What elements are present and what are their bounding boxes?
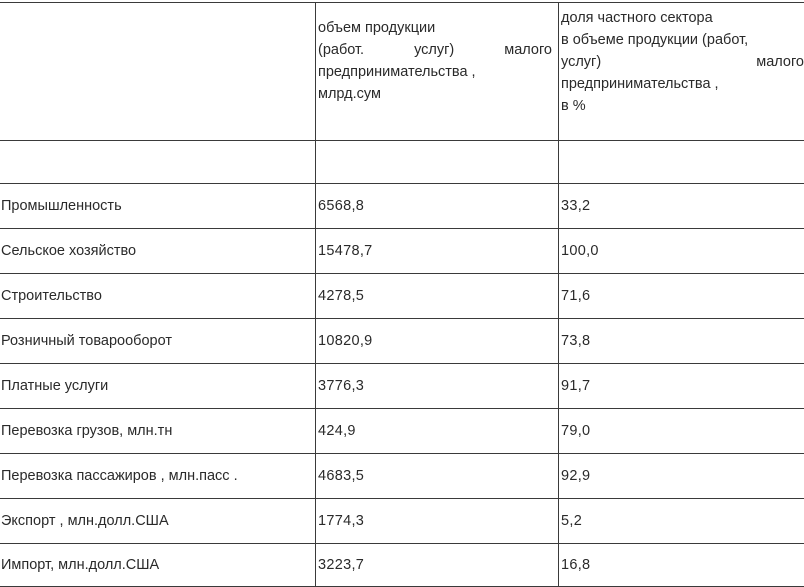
- header-share-line-5: в %: [561, 95, 804, 117]
- table-row: [0, 499, 804, 544]
- row-label: Перевозка пассажиров , млн.пасс .: [0, 454, 316, 499]
- table-row: [0, 184, 804, 229]
- share-cell: 5,2: [559, 499, 804, 544]
- header-volume-line-4: млрд.сум: [318, 83, 552, 105]
- header-share-line-4: предпринимательства ,: [561, 73, 804, 95]
- data-table: [0, 2, 804, 587]
- header-volume-line-1: объем продукции: [318, 17, 552, 39]
- volume-cell: 10820,9: [316, 319, 559, 364]
- row-label: Розничный товарооборот: [0, 319, 316, 364]
- volume-cell: 3776,3: [316, 364, 559, 409]
- header-cell-volume: [316, 3, 559, 141]
- share-cell: 79,0: [559, 409, 804, 454]
- empty-cell: [316, 141, 559, 184]
- empty-cell: [0, 141, 316, 184]
- row-label: Экспорт , млн.долл.США: [0, 499, 316, 544]
- header-volume-line-3: предпринимательства ,: [318, 61, 552, 83]
- share-cell: 71,6: [559, 274, 804, 319]
- header-cell-blank: [0, 3, 316, 141]
- table-header-row: [0, 3, 804, 141]
- share-cell: 92,9: [559, 454, 804, 499]
- header-share-line-2: в объеме продукции (работ,: [561, 29, 804, 51]
- table-row: [0, 319, 804, 364]
- table-row: [0, 454, 804, 499]
- volume-cell: 3223,7: [316, 544, 559, 587]
- share-cell: 16,8: [559, 544, 804, 587]
- empty-cell: [559, 141, 804, 184]
- table-row: [0, 274, 804, 319]
- header-cell-share: [559, 3, 804, 141]
- row-label: Строительство: [0, 274, 316, 319]
- table-row: [0, 364, 804, 409]
- row-label: Платные услуги: [0, 364, 316, 409]
- table-row: [0, 409, 804, 454]
- volume-cell: 424,9: [316, 409, 559, 454]
- table-row: [0, 229, 804, 274]
- volume-cell: 6568,8: [316, 184, 559, 229]
- row-label: Импорт, млн.долл.США: [0, 544, 316, 587]
- volume-cell: 15478,7: [316, 229, 559, 274]
- table-empty-row: [0, 141, 804, 184]
- header-share-line-3: услуг) малого: [561, 51, 804, 73]
- volume-cell: 4683,5: [316, 454, 559, 499]
- row-label: Промышленность: [0, 184, 316, 229]
- header-share-line-1: доля частного сектора: [561, 7, 804, 29]
- volume-cell: 4278,5: [316, 274, 559, 319]
- row-label: Сельское хозяйство: [0, 229, 316, 274]
- header-volume-line-2: (работ. услуг) малого: [318, 39, 552, 61]
- share-cell: 91,7: [559, 364, 804, 409]
- table-row: [0, 544, 804, 587]
- share-cell: 100,0: [559, 229, 804, 274]
- row-label: Перевозка грузов, млн.тн: [0, 409, 316, 454]
- share-cell: 73,8: [559, 319, 804, 364]
- volume-cell: 1774,3: [316, 499, 559, 544]
- share-cell: 33,2: [559, 184, 804, 229]
